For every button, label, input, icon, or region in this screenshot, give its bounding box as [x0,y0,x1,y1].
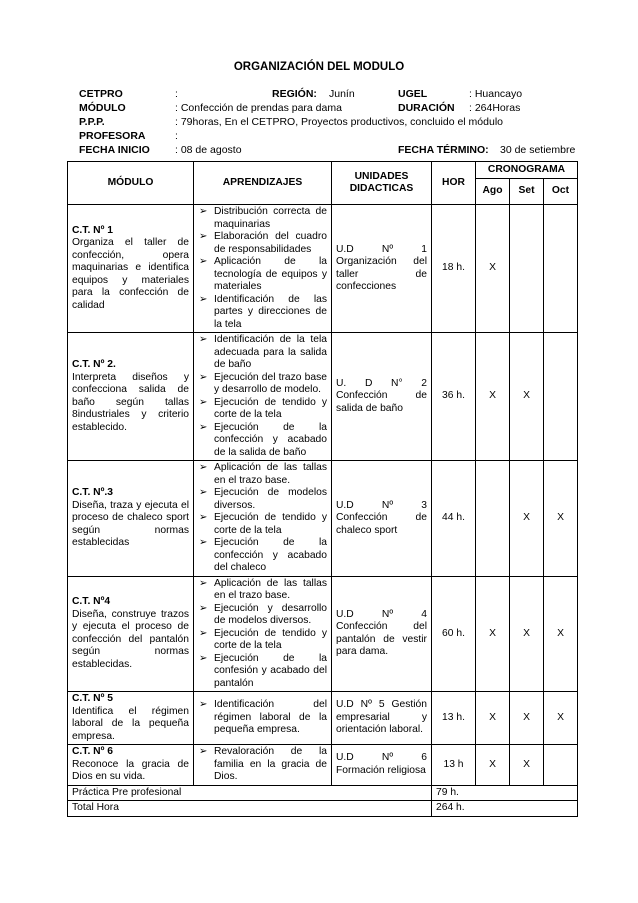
unidad-didactica-cell: U.D Nº 1 Organización del taller de confecciones [332,205,432,333]
cetpro-colon: : [175,88,178,100]
practica-row [68,785,578,801]
aprendizajes-cell [194,333,332,461]
unidad-didactica-cell: U.D Nº 3 Confección de chaleco sport [332,461,432,577]
col-unidades-header: UNIDADES DIDACTICAS [332,162,432,205]
col-aprendizajes-header: APRENDIZAJES [194,162,332,205]
modulo-label: MÓDULO [79,102,126,114]
cronograma-ago-cell: X [476,576,510,692]
unidad-didactica-cell: U.D Nº 6 Formación religiosa [332,745,432,786]
horas-cell: 18 h. [432,205,476,333]
unidad-didactica-cell: U.D Nº 4 Confección del pantalón de vestir para dama. [332,576,432,692]
total-label: Total Hora [68,801,432,817]
col-hor-header: HOR [432,162,476,205]
horas-cell: 44 h. [432,461,476,577]
cronograma-oct-cell [544,333,578,461]
list-item: ➢ Identificación del régimen laboral de la pequeña empresa. [198,699,327,737]
cronograma-set-cell: X [510,576,544,692]
col-ago-header: Ago [476,179,510,205]
col-modulo-header: MÓDULO [68,162,194,205]
page-title: ORGANIZACIÓN DEL MODULO [233,61,405,73]
aprendizajes-list [198,334,327,459]
aprendizajes-list [198,206,327,331]
aprendizajes-cell [194,745,332,786]
horas-cell: 60 h. [432,576,476,692]
header-row-cetpro [79,88,579,103]
modulo-value: : Confección de prendas para dama [175,102,342,114]
list-item: ➢ Aplicación de las tallas en el trazo base. [198,462,327,487]
cronograma-ago-cell [476,461,510,577]
list-item: ➢ Identificación de la tela adecuada para la salida de baño [198,334,327,372]
horas-cell: 36 h. [432,333,476,461]
ct-description: Organiza el taller de confección, opera maquinarias e identifica equipos y materiales para la confección de calidad [72,237,189,311]
cronograma-set-cell [510,205,544,333]
practica-value: 79 h. [432,785,578,801]
list-item: ➢ Ejecución de la confección y acabado de la salida de baño [198,422,327,460]
total-row [68,801,578,817]
table-row [68,745,578,786]
practica-label: Práctica Pre profesional [68,785,432,801]
ct-title: C.T. Nº 5 [72,693,113,704]
list-item: ➢ Ejecución de la confección y acabado del chaleco [198,537,327,575]
table-row [68,333,578,461]
ct-description: Diseña, construye trazos y ejecuta el proceso de confección del pantalón según normas establecidas. [72,608,189,670]
modulo-cell [68,745,194,786]
modulo-cell [68,692,194,745]
ugel-value: : Huancayo [469,88,523,100]
ct-description: Reconoce la gracia de Dios en su vida. [72,758,189,782]
cronograma-oct-cell: X [544,576,578,692]
cronograma-ago-cell: X [476,205,510,333]
total-value: 264 h. [432,801,578,817]
ct-title: C.T. Nº.3 [72,487,113,498]
list-item: ➢ Aplicación de la tecnología de equipos y materiales [198,256,327,294]
cronograma-oct-cell: X [544,461,578,577]
list-item: ➢ Distribución correcta de maquinarias [198,206,327,231]
duracion-label: DURACIÓN [398,102,455,114]
cronograma-ago-cell: X [476,692,510,745]
col-oct-header: Oct [544,179,578,205]
ct-description: Identifica el régimen laboral de la pequeña empresa. [72,705,189,742]
list-item: ➢ Identificación de las partes y direcciones de la tela [198,294,327,332]
header-row-fechas [79,144,579,159]
unidad-didactica-cell: U. D N° 2 Confección de salida de baño [332,333,432,461]
unidad-didactica-cell: U.D Nº 5 Gestión empresarial y orientación laboral. [332,692,432,745]
cetpro-label: CETPRO [79,88,123,100]
module-table-body [68,205,578,817]
fecha-inicio-label: FECHA INICIO [79,144,150,156]
list-item: ➢ Ejecución de la confesión y acabado del pantalón [198,653,327,691]
cronograma-set-cell: X [510,745,544,786]
list-item: ➢ Elaboración del cuadro de responsabilidades [198,231,327,256]
list-item: ➢ Revaloración de la familia en la gracia de Dios. [198,746,327,784]
module-table [67,161,578,817]
modulo-cell [68,205,194,333]
list-item: ➢ Ejecución y desarrollo de modelos diversos. [198,603,327,628]
modulo-cell [68,461,194,577]
ct-title: C.T. Nº4 [72,596,111,608]
profesora-label: PROFESORA [79,130,146,142]
cronograma-oct-cell [544,745,578,786]
list-item: ➢ Ejecución de tendido y corte de la tela [198,628,327,653]
ct-description: Diseña, traza y ejecuta el proceso de chaleco sport según normas establecidas [72,499,189,548]
list-item: ➢ Ejecución de modelos diversos. [198,487,327,512]
ugel-label: UGEL [398,88,428,100]
cronograma-oct-cell: X [544,692,578,745]
col-cronograma-header: CRONOGRAMA [476,162,578,179]
cronograma-oct-cell [544,205,578,333]
horas-cell: 13 h. [432,692,476,745]
cronograma-ago-cell: X [476,745,510,786]
profesora-value: : [175,130,178,142]
cronograma-set-cell: X [510,692,544,745]
table-row [68,461,578,577]
ct-title: C.T. Nº 6 [72,746,113,757]
aprendizajes-list [198,746,327,784]
ct-description: Interpreta diseños y confecciona salida de baño según tallas 8industriales y criterio establecido. [72,371,189,433]
aprendizajes-cell [194,692,332,745]
table-row [68,692,578,745]
cronograma-set-cell: X [510,461,544,577]
table-row [68,205,578,333]
ppp-value: : 79horas, En el CETPRO, Proyectos productivos, concluido el módulo [175,116,503,128]
header-row-modulo [79,102,579,117]
cronograma-set-cell: X [510,333,544,461]
ct-title: C.T. Nº 1 [72,224,113,236]
region-value: Junín [329,88,355,100]
aprendizajes-list [198,462,327,575]
fecha-termino-label: FECHA TÉRMINO: [398,144,489,156]
table-row [68,576,578,692]
modulo-cell [68,576,194,692]
header-row-ppp [79,116,579,131]
aprendizajes-cell [194,205,332,333]
aprendizajes-cell [194,461,332,577]
aprendizajes-cell [194,576,332,692]
list-item: ➢ Ejecución de tendido y corte de la tela [198,397,327,422]
list-item: ➢ Ejecución de tendido y corte de la tela [198,512,327,537]
region-label: REGIÓN: [272,88,317,100]
cronograma-ago-cell: X [476,333,510,461]
ppp-label: P.P.P. [79,116,105,128]
list-item: ➢ Ejecución del trazo base y desarrollo de modelo. [198,372,327,397]
fecha-inicio-value: : 08 de agosto [175,144,242,156]
col-set-header: Set [510,179,544,205]
fecha-termino-value: 30 de setiembre [500,144,576,156]
duracion-value: : 264Horas [469,102,521,114]
aprendizajes-list [198,699,327,737]
aprendizajes-list [198,578,327,691]
list-item: ➢ Aplicación de las tallas en el trazo base. [198,578,327,603]
modulo-cell [68,333,194,461]
horas-cell: 13 h [432,745,476,786]
header-row-profesora [79,130,579,145]
ct-title: C.T. Nº 2. [72,359,116,370]
